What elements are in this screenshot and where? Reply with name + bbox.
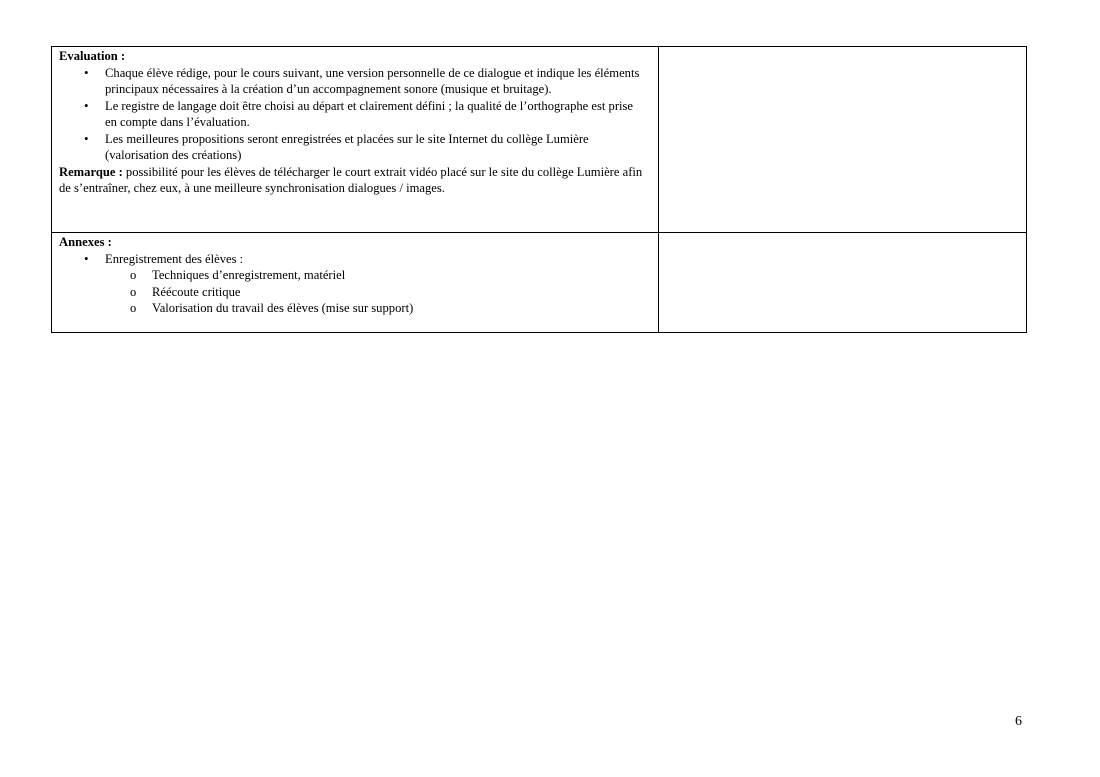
annexes-sub-item-text: Valorisation du travail des élèves (mise sur support)	[152, 301, 414, 315]
annexes-sub-item	[130, 300, 648, 317]
circle-bullet-icon: o	[130, 268, 137, 282]
annexes-sub-item-text: Techniques d’enregistrement, matériel	[152, 268, 346, 282]
evaluation-bullet-text: Le registre de langage doit être choisi au départ et clairement défini ; la qualité de l’orthographe est prise en compte dans l’évaluation.	[105, 98, 634, 129]
page-number: 6	[1015, 714, 1022, 729]
remark-text: possibilité pour les élèves de télécharger le court extrait vidéo placé sur le site du collège Lumière afin de s’entraîner, chez eux, à une meilleure synchronisation dialogues / images.	[59, 164, 643, 195]
remark-paragraph	[59, 164, 652, 197]
annexes-bullet-item	[84, 250, 652, 317]
document-table	[51, 46, 1027, 333]
bullet-icon: •	[84, 64, 89, 80]
annexes-heading: Annexes :	[59, 235, 112, 249]
annexes-bullet-list	[59, 251, 652, 317]
annexes-sub-item	[130, 267, 648, 284]
evaluation-row	[52, 47, 1027, 233]
circle-bullet-icon: o	[130, 284, 137, 299]
annexes-sub-item	[130, 284, 648, 301]
evaluation-bullet-item	[84, 97, 652, 131]
annexes-row	[52, 233, 1027, 333]
evaluation-bullet-list	[59, 65, 652, 164]
annexes-bullet-text: Enregistrement des élèves :	[105, 251, 244, 266]
annexes-empty-cell	[659, 233, 1027, 333]
bullet-icon: •	[84, 250, 89, 266]
evaluation-bullet-text: Les meilleures propositions seront enregistrées et placées sur le site Internet du collège Lumière (valorisation des créations)	[105, 131, 589, 162]
annexes-sub-item-text: Réécoute critique	[152, 284, 241, 299]
evaluation-empty-cell	[659, 47, 1027, 233]
evaluation-bullet-item	[84, 64, 652, 98]
circle-bullet-icon: o	[130, 301, 137, 315]
evaluation-heading: Evaluation :	[59, 49, 126, 63]
evaluation-cell	[52, 47, 659, 233]
evaluation-bullet-text: Chaque élève rédige, pour le cours suivant, une version personnelle de ce dialogue et indique les éléments principaux nécessaires à la création d’un accompagnement sonore (musique et bruitage).	[105, 65, 640, 96]
bullet-icon: •	[84, 130, 89, 146]
bullet-icon: •	[84, 97, 89, 113]
remark-label: Remarque :	[59, 164, 123, 179]
evaluation-bullet-item	[84, 130, 652, 164]
annexes-cell	[52, 233, 659, 333]
annexes-sub-list	[105, 267, 648, 317]
